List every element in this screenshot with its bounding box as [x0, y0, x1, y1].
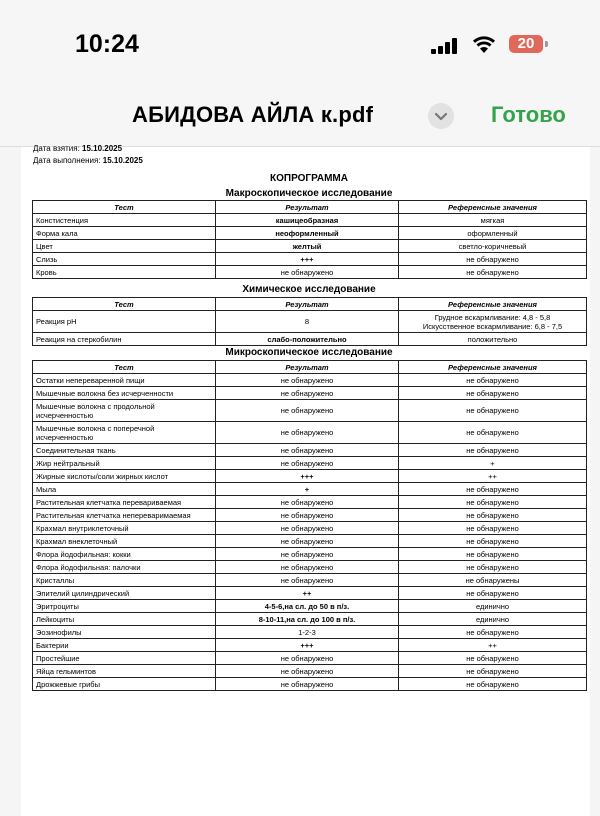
result-cell: кашицеобразная: [216, 214, 399, 227]
table-row: [33, 227, 587, 240]
table-row: [33, 587, 587, 600]
col-header-test: Тест: [33, 201, 216, 214]
reference-cell: не обнаружено: [399, 387, 587, 400]
test-name-cell: Простейшие: [33, 652, 216, 665]
reference-cell: +: [399, 457, 587, 470]
test-name-cell: Констистенция: [33, 214, 216, 227]
result-cell: не обнаружено: [216, 266, 399, 279]
test-name-cell: Остатки непереваренной пищи: [33, 374, 216, 387]
test-name-cell: Цвет: [33, 240, 216, 253]
reference-cell: не обнаружено: [399, 587, 587, 600]
col-header-ref: Референсные значения: [399, 201, 587, 214]
section-title-macro: Макроскопическое исследование: [225, 188, 393, 199]
date-taken-label: Дата взятия:: [33, 144, 80, 153]
col-header-result: Результат: [216, 201, 399, 214]
reference-cell: не обнаружено: [399, 548, 587, 561]
table-row: [33, 548, 587, 561]
table-row: [33, 444, 587, 457]
clock: 10:24: [75, 30, 139, 58]
reference-cell: не обнаружено: [399, 422, 587, 444]
test-name-cell: Кристаллы: [33, 574, 216, 587]
result-cell: не обнаружено: [216, 509, 399, 522]
test-name-cell: Мышечные волокна с поперечной исчерченностью: [33, 422, 216, 444]
table-row: [33, 333, 587, 346]
test-name-cell: Эпителий цилиндрический: [33, 587, 216, 600]
table-row: [33, 522, 587, 535]
reference-cell: единично: [399, 613, 587, 626]
col-header-test: Тест: [33, 361, 216, 374]
reference-cell: оформленный: [399, 227, 587, 240]
done-button[interactable]: Готово: [491, 102, 566, 127]
result-cell: не обнаружено: [216, 574, 399, 587]
test-name-cell: Реакция рН: [33, 311, 216, 333]
section-title-chem: Химическое исследование: [242, 284, 376, 295]
test-name-cell: Мышечные волокна без исчерченности: [33, 387, 216, 400]
table-row: [33, 535, 587, 548]
result-cell: +++: [216, 639, 399, 652]
reference-cell: не обнаружено: [399, 496, 587, 509]
reference-cell: не обнаружены: [399, 574, 587, 587]
table-row: [33, 639, 587, 652]
result-cell: не обнаружено: [216, 374, 399, 387]
result-cell: не обнаружено: [216, 422, 399, 444]
result-cell: не обнаружено: [216, 457, 399, 470]
test-name-cell: Соединительная ткань: [33, 444, 216, 457]
reference-cell: [399, 311, 587, 333]
date-taken-value: 15.10.2025: [82, 144, 123, 153]
reference-cell: не обнаружено: [399, 665, 587, 678]
test-name-cell: Эритроциты: [33, 600, 216, 613]
status-bar: [0, 0, 600, 90]
reference-line: Искусственное вскармливание: 6,8 - 7,5: [422, 321, 563, 331]
result-cell: 1-2-3: [216, 626, 399, 639]
wifi-icon: [472, 34, 496, 54]
macro-table: [32, 200, 587, 279]
cellular-signal-icon: [431, 38, 465, 54]
table-row: [33, 600, 587, 613]
test-name-cell: Слизь: [33, 253, 216, 266]
result-cell: не обнаружено: [216, 535, 399, 548]
test-name-cell: Крахмал внеклеточный: [33, 535, 216, 548]
result-cell: 4-5-6,на сл. до 50 в п/з.: [216, 600, 399, 613]
table-row: [33, 652, 587, 665]
test-name-cell: Лейкоциты: [33, 613, 216, 626]
test-name-cell: Растительная клетчатка перевариваемая: [33, 496, 216, 509]
test-name-cell: Мыла: [33, 483, 216, 496]
reference-cell: ++: [399, 470, 587, 483]
result-cell: желтый: [216, 240, 399, 253]
reference-cell: не обнаружено: [399, 483, 587, 496]
test-name-cell: Растительная клетчатка непереваримаемая: [33, 509, 216, 522]
col-header-test: Тест: [33, 298, 216, 311]
result-cell: не обнаружено: [216, 678, 399, 691]
test-name-cell: Жирные кислоты/соли жирных кислот: [33, 470, 216, 483]
reference-cell: не обнаружено: [399, 678, 587, 691]
result-cell: +: [216, 483, 399, 496]
date-completed-value: 15.10.2025: [102, 156, 143, 165]
micro-table: [32, 360, 587, 691]
date-completed-label: Дата выполнения:: [33, 156, 101, 165]
table-row: [33, 253, 587, 266]
reference-cell: не обнаружено: [399, 626, 587, 639]
result-cell: не обнаружено: [216, 522, 399, 535]
table-row: [33, 626, 587, 639]
table-row: [33, 496, 587, 509]
table-row: [33, 214, 587, 227]
reference-cell: единично: [399, 600, 587, 613]
result-cell: не обнаружено: [216, 496, 399, 509]
date-taken: [33, 144, 122, 153]
table-row: [33, 266, 587, 279]
test-name-cell: Яйца гельминтов: [33, 665, 216, 678]
table-row: [33, 665, 587, 678]
battery-icon: 20: [509, 35, 543, 53]
result-cell: слабо-положительно: [216, 333, 399, 346]
pdf-page: [21, 144, 590, 816]
result-cell: не обнаружено: [216, 665, 399, 678]
table-row: [33, 400, 587, 422]
reference-cell: светло-коричневый: [399, 240, 587, 253]
table-row: [33, 422, 587, 444]
result-cell: неоформленный: [216, 227, 399, 240]
reference-cell: не обнаружено: [399, 509, 587, 522]
result-cell: не обнаружено: [216, 561, 399, 574]
col-header-ref: Референсные значения: [399, 361, 587, 374]
reference-cell: не обнаружено: [399, 400, 587, 422]
result-cell: +++: [216, 470, 399, 483]
table-row: [33, 678, 587, 691]
date-completed: [33, 156, 143, 165]
col-header-result: Результат: [216, 361, 399, 374]
col-header-ref: Референсные значения: [399, 298, 587, 311]
table-row: [33, 613, 587, 626]
reference-cell: не обнаружено: [399, 444, 587, 457]
result-cell: +++: [216, 253, 399, 266]
table-row: [33, 470, 587, 483]
test-name-cell: Крахмал внутриклеточный: [33, 522, 216, 535]
result-cell: не обнаружено: [216, 400, 399, 422]
col-header-result: Результат: [216, 298, 399, 311]
reference-cell: ++: [399, 639, 587, 652]
report-title: КОПРОГРАММА: [270, 173, 348, 184]
reference-line: Грудное вскармливание: 4,8 - 5,8: [434, 312, 551, 322]
table-row: [33, 374, 587, 387]
result-cell: не обнаружено: [216, 444, 399, 457]
table-row: [33, 483, 587, 496]
test-name-cell: Кровь: [33, 266, 216, 279]
result-cell: 8-10-11,на сл. до 100 в п/з.: [216, 613, 399, 626]
reference-cell: не обнаружено: [399, 522, 587, 535]
reference-cell: не обнаружено: [399, 561, 587, 574]
test-name-cell: Дрожжевые грибы: [33, 678, 216, 691]
battery-cap: [545, 41, 548, 47]
table-row: [33, 311, 587, 333]
reference-cell: не обнаружено: [399, 253, 587, 266]
reference-cell: не обнаружено: [399, 535, 587, 548]
table-row: [33, 561, 587, 574]
test-name-cell: Эозинофилы: [33, 626, 216, 639]
navigation-bar: [0, 90, 600, 147]
result-cell: не обнаружено: [216, 548, 399, 561]
test-name-cell: Форма кала: [33, 227, 216, 240]
result-cell: 8: [216, 311, 399, 333]
test-name-cell: Жир нейтральный: [33, 457, 216, 470]
table-row: [33, 240, 587, 253]
section-title-micro: Микроскопическое исследование: [225, 347, 393, 358]
table-row: [33, 457, 587, 470]
reference-cell: положительно: [399, 333, 587, 346]
document-title[interactable]: АБИДОВА АЙЛА к.pdf: [132, 102, 374, 127]
result-cell: ++: [216, 587, 399, 600]
table-row: [33, 574, 587, 587]
test-name-cell: Флора йодофильная: палочки: [33, 561, 216, 574]
chevron-down-icon[interactable]: [428, 103, 454, 129]
test-name-cell: Реакция на стеркобилин: [33, 333, 216, 346]
chem-table: [32, 297, 587, 346]
reference-cell: не обнаружено: [399, 266, 587, 279]
test-name-cell: Мышечные волокна с продольной исчерченностью: [33, 400, 216, 422]
result-cell: не обнаружено: [216, 387, 399, 400]
table-row: [33, 509, 587, 522]
result-cell: не обнаружено: [216, 652, 399, 665]
reference-cell: мягкая: [399, 214, 587, 227]
test-name-cell: Флора йодофильная: кокки: [33, 548, 216, 561]
reference-cell: не обнаружено: [399, 374, 587, 387]
test-name-cell: Бактерии: [33, 639, 216, 652]
table-row: [33, 387, 587, 400]
reference-cell: не обнаружено: [399, 652, 587, 665]
